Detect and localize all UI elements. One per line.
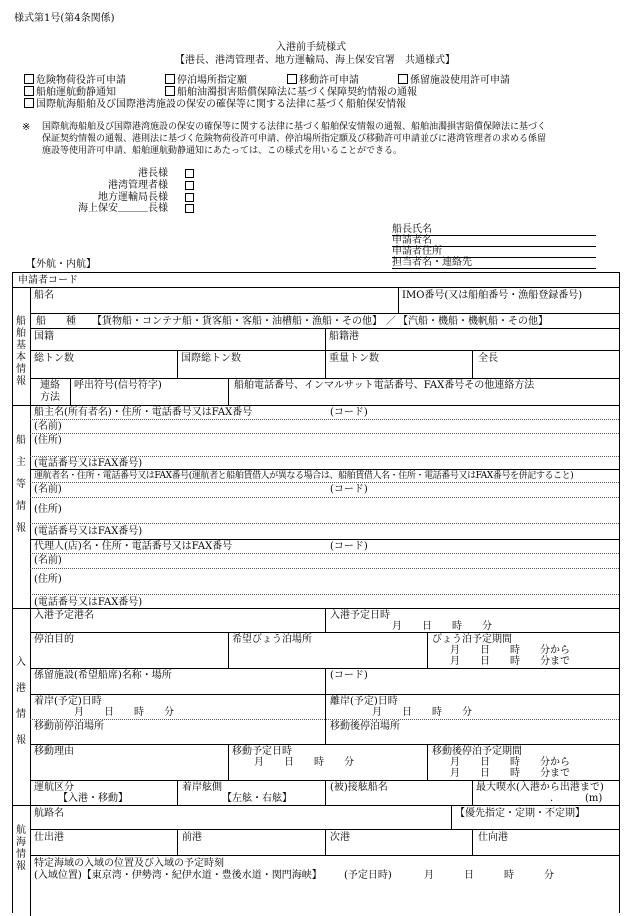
checkbox-icon[interactable] [24, 74, 34, 84]
after-move-period-from: 月 日 時 分から [450, 757, 570, 768]
agent-phone[interactable]: (電話番号又はFAX番号) [34, 597, 143, 608]
special-area-scheduled-label: (予定日時) [344, 870, 392, 881]
route-name-label: 航路名 [34, 808, 64, 819]
eta-time: 月 日 時 分 [392, 621, 492, 632]
special-area-label: 特定海域の入域の位置及び入域の予定時刻 [34, 858, 224, 869]
captain-name-label: 船長氏名 [392, 224, 432, 235]
eta-label: 入港予定日時 [330, 610, 390, 621]
intl-gross-tonnage-label: 国際総トン数 [181, 353, 241, 364]
note-line-3: 施設等使用許可申請、船舶運航動静通知にあたっては、この様式を用いることができる。 [42, 146, 403, 156]
operator-address[interactable]: (住所) [34, 504, 62, 515]
anchor-period-label: びょう泊予定期間 [432, 634, 512, 645]
checkbox-ship-security[interactable]: 国際航海船舶及び国際港湾施設の保安の確保等に関する法律に基づく船舶保安情報 [24, 98, 406, 111]
route-type-options[interactable]: 【優先指定・定期・不定期】 [455, 808, 585, 819]
after-move-period-until: 月 日 時 分まで [450, 768, 570, 779]
checkbox-icon[interactable] [185, 193, 194, 202]
contact-label: 担当者名・連絡先 [392, 257, 472, 268]
berthing-time: 月 日 時 分 [74, 707, 174, 718]
ship-name-label: 船名 [34, 290, 54, 301]
operation-type-label: 運航区分 [34, 782, 74, 793]
entry-section-label: 入港情報 [16, 657, 26, 746]
origin-port-label: 仕出港 [34, 832, 64, 843]
addressee-harbor-master: 港長様 [138, 168, 168, 179]
anchor-period-until: 月 日 時 分まで [450, 656, 570, 667]
applicant-name-label: 申請者名 [392, 235, 432, 246]
operator-name[interactable]: (名前) [34, 484, 62, 495]
addressee-checkbox[interactable] [185, 204, 194, 216]
max-draft-label: 最大喫水(入港から出港まで) [476, 782, 604, 793]
checkbox-icon[interactable] [185, 181, 194, 190]
call-sign-label: 呼出符号(信号符字) [74, 380, 162, 391]
checkbox-movement[interactable]: 移動許可申請 [287, 74, 359, 87]
mooring-code: (コード) [330, 670, 368, 681]
ship-phone-label: 船舶電話番号、インマルサット電話番号、FAX番号その他連絡方法 [234, 380, 535, 391]
towed-ship-label: (被)接舷船名 [330, 782, 388, 793]
gross-tonnage-label: 総トン数 [34, 353, 74, 364]
special-area-time: 月 日 時 分 [424, 870, 554, 881]
form-number: 様式第1号(第4条関係) [14, 13, 115, 24]
form-title: 入港前手続様式 [276, 42, 346, 53]
note-line-2: 保証契約情報の通報、港則法に基づく危険物荷役許可申請、停泊場所指定願及び移動許可申請並びに港湾管理者の求める係留 [42, 134, 547, 144]
agent-heading: 代理人(店)名・住所・電話番号又はFAX番号 [34, 541, 233, 552]
addressee-port-manager: 港湾管理者様 [108, 180, 168, 191]
ship-propulsion-options[interactable]: 【汽船・機船・機帆船・その他】 [398, 316, 548, 327]
operation-type-options[interactable]: 【入港・移動】 [58, 793, 128, 804]
agent-name[interactable]: (名前) [34, 555, 62, 566]
addressee-checkbox[interactable] [185, 193, 194, 205]
addressee-checkbox[interactable] [185, 181, 194, 193]
move-time: 月 日 時 分 [254, 757, 354, 768]
applicant-code-label: 申請者コード [18, 275, 78, 286]
nationality-label: 国籍 [34, 331, 54, 342]
owners-section-label: 船主等情報 [16, 435, 26, 534]
scheduled-port-label: 入港予定港名 [34, 610, 94, 621]
note-line-1: 国際航海船舶及び国際港湾施設の保安の確保等に関する法律に基づく船舶保安情報の通報、船舶油濁損害賠償保障法に基づく [42, 122, 547, 132]
owner-phone[interactable]: (電話番号又はFAX番号) [34, 458, 143, 469]
addressee-checkbox[interactable] [185, 169, 194, 181]
port-of-registry-label: 船籍港 [329, 331, 359, 342]
note-mark: ※ [22, 122, 31, 133]
checkbox-icon[interactable] [398, 74, 408, 84]
addressee-coast-guard: 海上保安＿＿＿長様 [78, 203, 168, 214]
side-label: 着岸舷側 [182, 782, 222, 793]
move-time-label: 移動予定日時 [232, 746, 292, 757]
unberthing-time: 月 日 時 分 [372, 707, 472, 718]
owner-heading: 船主名(所有者名)・住所・電話番号又はFAX番号 [34, 407, 253, 418]
desired-anchorage-label: 希望びょう泊場所 [232, 634, 312, 645]
purpose-label: 停泊目的 [34, 634, 74, 645]
side-options[interactable]: 【左舷・右舷】 [222, 793, 292, 804]
checkbox-icon[interactable] [24, 98, 34, 108]
before-move-label: 移動前停泊場所 [34, 721, 104, 732]
ship-type-label: 船 種 [36, 316, 76, 327]
berthing-label: 着岸(予定)日時 [34, 696, 102, 707]
operator-heading: 運航者名・住所・電話番号又はFAX番号(運航者と船舶賃借人が異なる場合は、船舶賃借人名・住所・電話番号又はFAX番号を併記すること) [34, 471, 574, 481]
unberthing-label: 離岸(予定)日時 [330, 696, 398, 707]
agent-code: (コード) [330, 541, 368, 552]
owner-address[interactable]: (住所) [34, 435, 62, 446]
checkbox-ship-movement-notice[interactable]: 船舶運航動静通知 [24, 86, 116, 99]
draft-dot: . [550, 793, 554, 804]
move-reason-label: 移動理由 [34, 746, 74, 757]
owner-code: (コード) [330, 407, 368, 418]
checkbox-icon[interactable] [24, 86, 34, 96]
owner-name[interactable]: (名前) [34, 421, 62, 432]
agent-address[interactable]: (住所) [34, 574, 62, 585]
anchor-period-from: 月 日 時 分から [450, 645, 570, 656]
entry-position-options[interactable]: (入域位置)【東京湾・伊勢湾・紀伊水道・豊後水道・関門海峡】 [34, 870, 322, 881]
checkbox-icon[interactable] [287, 74, 297, 84]
addressee-transport-bureau: 地方運輸局長様 [98, 192, 168, 203]
operator-code: (コード) [330, 484, 368, 495]
deadweight-label: 重量トン数 [329, 353, 379, 364]
after-move-label: 移動後停泊場所 [330, 721, 400, 732]
applicant-address-label: 申請者住所 [392, 246, 442, 257]
mooring-facility-label: 係留施設(希望船席)名称・場所 [34, 670, 172, 681]
checkbox-icon[interactable] [165, 74, 175, 84]
checkbox-oil-pollution[interactable]: 船舶油濁損害賠償保障法に基づく保障契約情報の通報 [165, 86, 417, 99]
contact-method-label: 連絡方法 [40, 380, 60, 403]
ship-type-slash: ／ [386, 316, 396, 327]
voyage-type[interactable]: 【外航・内航】 [26, 259, 96, 270]
checkbox-anchorage[interactable]: 停泊場所指定願 [165, 74, 247, 87]
operator-phone[interactable]: (電話番号又はFAX番号) [34, 526, 143, 537]
checkbox-dangerous-goods[interactable]: 危険物荷役許可申請 [24, 74, 126, 87]
checkbox-icon[interactable] [185, 169, 194, 178]
form-subtitle: 【港長、港湾管理者、地方運輸局、海上保安官署 共通様式】 [175, 55, 455, 66]
draft-unit: (m) [585, 793, 603, 804]
ship-type-options[interactable]: 【貨物船・コンテナ船・貨客船・客船・油槽船・漁船・その他】 [92, 316, 382, 327]
destination-port-label: 仕向港 [478, 832, 508, 843]
checkbox-icon[interactable] [165, 86, 175, 96]
next-port-label: 次港 [330, 832, 350, 843]
imo-label: IMO番号(又は船舶番号・漁船登録番号) [402, 290, 583, 301]
ship-section-label: 船舶基本情報 [16, 316, 26, 387]
route-section-label: 航海情報 [16, 825, 26, 872]
checkbox-mooring-facility[interactable]: 係留施設使用許可申請 [398, 74, 510, 87]
after-move-period-label: 移動後停泊予定期間 [432, 746, 522, 757]
length-label: 全長 [478, 353, 498, 364]
checkbox-icon[interactable] [185, 204, 194, 213]
previous-port-label: 前港 [182, 832, 202, 843]
